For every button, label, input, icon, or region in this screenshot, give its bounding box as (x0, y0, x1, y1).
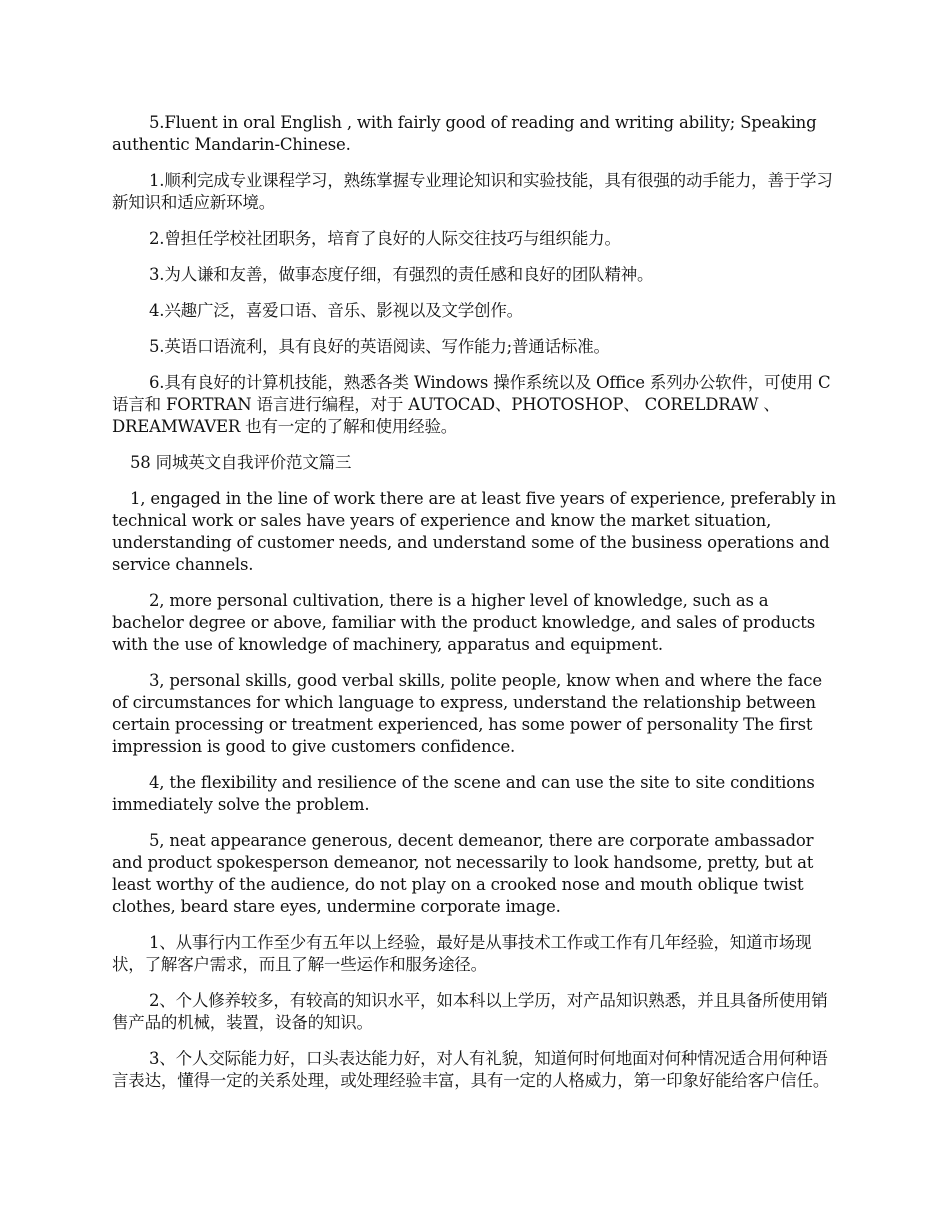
paragraph-en-3: 3, personal skills, good verbal skills, polite people, know when and where the face of circumstances for which language to express, understand the relationship between certain processing or treatment experienced, has some power of personality The first impression is good to give customers confidence. (112, 671, 822, 756)
paragraph-cn-2: 2.曾担任学校社团职务，培育了良好的人际交往技巧与组织能力。 (149, 229, 621, 248)
paragraph-en-5: 5, neat appearance generous, decent demeanor, there are corporate ambassador and product spokesperson demeanor, not necessarily to look handsome, pretty, but at least worthy of the audience, do not play on a crooked nose and mouth oblique twist clothes, beard stare eyes, undermine corporate image. (112, 831, 814, 916)
paragraph-cn-5: 5.英语口语流利，具有良好的英语阅读、写作能力;普通话标准。 (149, 337, 610, 356)
paragraph-en-2: 2, more personal cultivation, there is a higher level of knowledge, such as a bachelor degree or above, familiar with the product knowledge, and sales of products with the use of knowledge of machinery, apparatus and equipment. (112, 591, 815, 654)
paragraph-cn-4: 4.兴趣广泛，喜爱口语、音乐、影视以及文学创作。 (149, 301, 523, 320)
paragraph-cn-list-2: 2、个人修养较多，有较高的知识水平，如本科以上学历，对产品知识熟悉，并且具备所使用销售产品的机械，装置，设备的知识。 (112, 991, 828, 1032)
document-body (112, 112, 840, 1106)
paragraph-en-4: 4, the flexibility and resilience of the scene and can use the site to site conditions immediately solve the problem. (112, 773, 815, 814)
paragraph-english-5-fluent: 5.Fluent in oral English , with fairly good of reading and writing ability; Speaking authentic Mandarin-Chinese. (112, 113, 817, 154)
paragraph-cn-1: 1.顺利完成专业课程学习，熟练掌握专业理论知识和实验技能，具有很强的动手能力，善于学习新知识和适应新环境。 (112, 171, 833, 212)
paragraph-cn-3: 3.为人谦和友善，做事态度仔细，有强烈的责任感和良好的团队精神。 (149, 265, 654, 284)
section-heading: 58 同城英文自我评价范文篇三 (130, 453, 352, 472)
paragraph-cn-6: 6.具有良好的计算机技能，熟悉各类 Windows 操作系统以及 Office 系列办公软件，可使用 C 语言和 FORTRAN 语言进行编程，对于 AUTOCAD、PHOTOSHOP、 CORELDRAW 、DREAMWAVER 也有一定的了解和使用经验。 (112, 373, 831, 436)
paragraph-cn-list-3: 3、个人交际能力好，口头表达能力好，对人有礼貌，知道何时何地面对何种情况适合用何种语言表达，懂得一定的关系处理，或处理经验丰富，具有一定的人格威力，第一印象好能给客户信任。 (112, 1049, 830, 1090)
paragraph-en-1: 1, engaged in the line of work there are at least five years of experience, preferably in technical work or sales have years of experience and know the market situation, understanding of customer needs, and understand some of the business operations and service channels. (112, 489, 836, 574)
paragraph-cn-list-1: 1、从事行内工作至少有五年以上经验，最好是从事技术工作或工作有几年经验，知道市场现状，了解客户需求，而且了解一些运作和服务途径。 (112, 933, 812, 974)
